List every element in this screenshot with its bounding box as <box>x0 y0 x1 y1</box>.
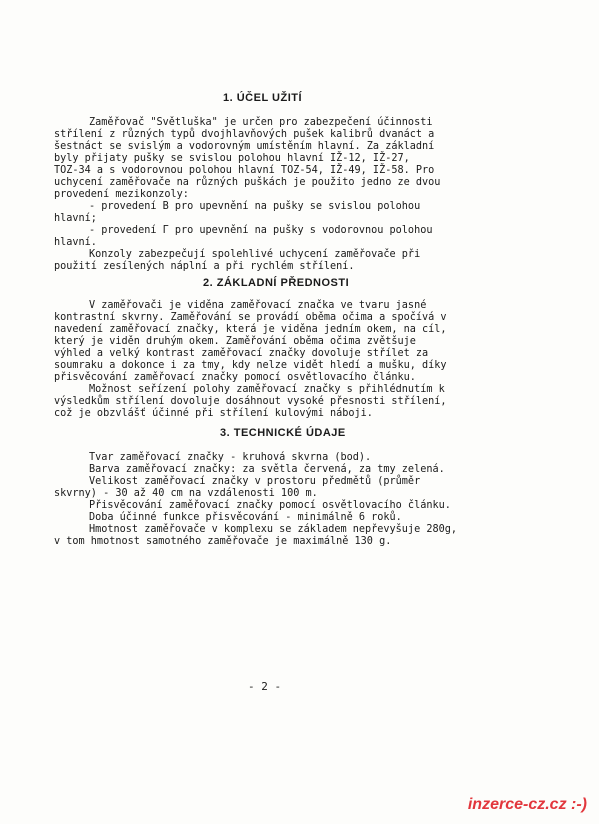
section-2-line-5: výhled a velký kontrast zaměřovací značky dovoluje střílet za <box>54 348 429 359</box>
section-2-line-7: přisvěcování zaměřovací značky pomocí osvětlovacího článku. <box>54 372 416 383</box>
section-2-line-10: což je obzvlášť účinné při střílení kulovými náboji. <box>54 408 373 419</box>
section-2-line-1: V zaměřovači je viděna zaměřovací značka ve tvaru jasné <box>89 300 427 311</box>
section-1-line-5: TOZ-34 a s vodorovnou polohou hlavní TOZ-54, IŽ-49, IŽ-58. Pro <box>54 165 435 176</box>
section-3-line-4: skvrny) - 30 až 40 cm na vzdálenosti 100 m. <box>54 488 318 499</box>
section-3-line-1: Tvar zaměřovací značky - kruhová skvrna (bod). <box>89 452 372 463</box>
section-3-line-6: Doba účinné funkce přisvěcování - minimálně 6 roků. <box>89 512 402 523</box>
section-1-line-9: hlavní; <box>54 213 97 224</box>
section-3-line-2: Barva zaměřovací značky: za světla červená, za tmy zelená. <box>89 464 445 475</box>
section-1-line-8: - provedení B pro upevnění na pušky se svislou polohou <box>89 201 421 212</box>
section-3-line-3: Velikost zaměřovací značky v prostoru předmětů (průměr <box>89 476 421 487</box>
watermark-text: inzerce-cz.cz :-) <box>467 796 587 813</box>
section-1-line-1: Zaměřovač "Světluška" je určen pro zabezpečení účinnosti <box>89 117 433 128</box>
section-2-line-4: který je viděn druhým okem. Zaměřování oběma očima zvětšuje <box>54 336 416 347</box>
section-1-line-13: použití zesílených náplní a při rychlém střílení. <box>54 261 355 272</box>
section-1-line-7: provedení mezikonzoly: <box>54 189 189 200</box>
section-2-line-8: Možnost seřízení polohy zaměřovací značky s přihlédnutím k <box>89 384 445 395</box>
section-3-line-8: v tom hmotnost samotného zaměřovače je maximálně 130 g. <box>54 536 392 547</box>
section-3-line-7: Hmotnost zaměřovače v komplexu se základem nepřevyšuje 280g, <box>89 524 458 535</box>
section-2-line-6: soumraku a dokonce i za tmy, kdy nelze vidět hledí a mušku, díky <box>54 360 447 371</box>
section-2-line-9: výsledkům střílení dovoluje dosáhnout vysoké přesnosti střílení, <box>54 396 447 407</box>
section-1-heading: 1. ÚČEL UŽITÍ <box>223 92 303 104</box>
section-3-heading: 3. TECHNICKÉ ÚDAJE <box>220 427 346 439</box>
section-2-line-2: kontrastní skvrny. Zaměřování se provádí oběma očima a spočívá v <box>54 312 447 323</box>
page-number: - 2 - <box>248 680 282 693</box>
section-1-line-11: hlavní. <box>54 237 97 248</box>
section-1-line-4: byly přijaty pušky se svislou polohou hlavní IŽ-12, IŽ-27, <box>54 153 410 164</box>
section-1-line-12: Konzoly zabezpečují spolehlivé uchycení zaměřovače při <box>89 249 421 260</box>
section-1-line-10: - provedení Γ pro upevnění na pušky s vodorovnou polohou <box>89 225 433 236</box>
section-1-line-2: střílení z různých typů dvojhlavňových pušek kalibrů dvanáct a <box>54 129 435 140</box>
section-2-line-3: navedení zaměřovací značky, která je viděna jedním okem, na cíl, <box>54 324 447 335</box>
section-3-line-5: Přisvěcování zaměřovací značky pomocí osvětlovacího článku. <box>89 500 451 511</box>
section-1-line-6: uchycení zaměřovače na různých puškách je použito jedno ze dvou <box>54 177 441 188</box>
section-1-line-3: šestnáct se svislým a vodorovným umístěním hlavní. Za základní <box>54 141 435 152</box>
section-2-heading: 2. ZÁKLADNÍ PŘEDNOSTI <box>203 277 350 289</box>
